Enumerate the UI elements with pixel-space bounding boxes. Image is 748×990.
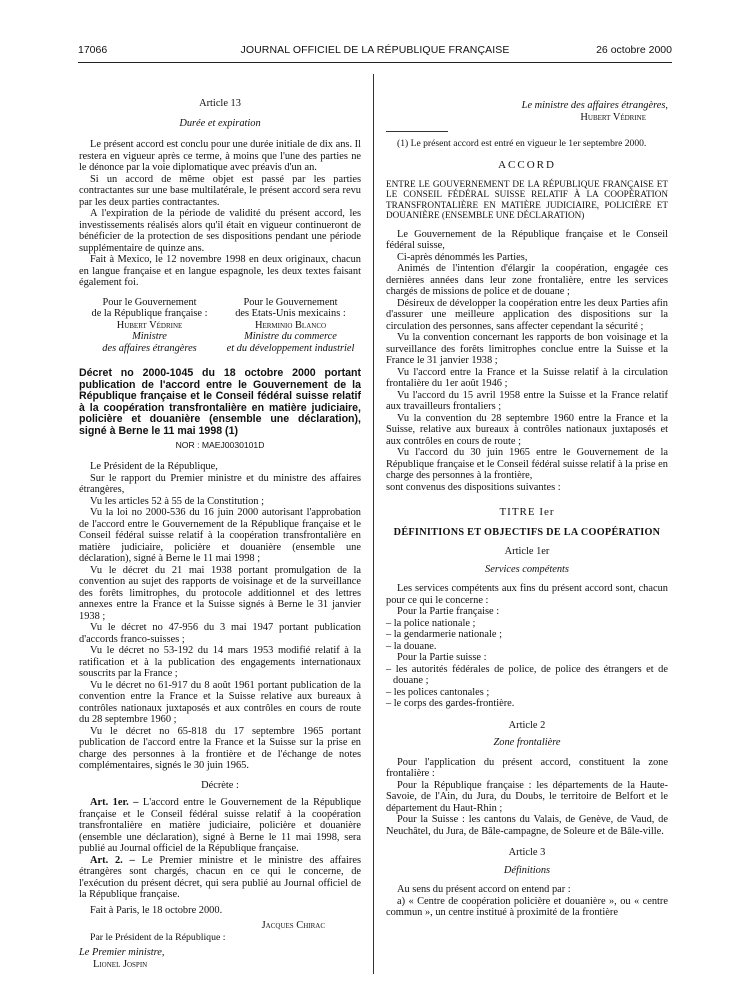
page-number: 17066	[78, 44, 108, 56]
signatory-name: Lionel Jospin	[93, 958, 148, 970]
paragraph: Les services compétents aux fins du présent accord sont, chacun pour ce qui le concerne :	[386, 583, 668, 606]
header-rule	[78, 62, 672, 63]
signatory-role: et du développement industriel	[226, 342, 355, 354]
french-services-list	[386, 618, 668, 653]
paragraph: Pour l'application du présent accord, constituent la zone frontalière :	[386, 756, 668, 780]
article-2-title: Article 2	[508, 719, 546, 731]
paragraph: A l'expiration de la période de validité du présent accord, les investissements réalisés alors qu'il était en vigueur continueront de bénéficier de la protection de ses dispositions pendant une période supplémentaire de quinze ans.	[79, 208, 361, 254]
signatory-role: Ministre du commerce	[244, 331, 337, 342]
signature-line: de la République française :	[91, 308, 208, 319]
paragraph: Vu le décret du 21 mai 1938 portant promulgation de la convention au sujet des rapports de voisinage et de la surveillance des forêts limitrophes, du protocole additionnel et des lettres annexes entre la France et la Suisse signés à Berne le 31 janvier 1938 ;	[79, 564, 361, 622]
signatory-role: des affaires étrangères	[102, 342, 197, 354]
paragraph: Vu le décret no 61-917 du 8 août 1961 portant publication de la convention entre la France et la Suisse relative aux bureaux à contrôles nationaux juxtaposés et aux contrôles en cours de route du 28 septembre 1960 ;	[79, 679, 361, 726]
titre-subtitle: DÉFINITIONS ET OBJECTIFS DE LA COOPÉRATION	[393, 526, 661, 538]
article-label: Art. 2. –	[90, 854, 135, 866]
paragraph: Le présent accord est conclu pour une durée initiale de dix ans. Il restera en vigueur après ce terme, à moins que l'une des parties ne le dénonce par la voie diplomatique avec préavis d'un an.	[79, 139, 361, 173]
list-item: – la douane.	[386, 640, 437, 652]
journal-title: JOURNAL OFFICIEL DE LA RÉPUBLIQUE FRANÇAISE	[240, 44, 510, 56]
list-item: – la gendarmerie nationale ;	[386, 629, 502, 641]
paragraph: Vu les articles 52 à 55 de la Constitution ;	[90, 495, 264, 507]
column-divider	[373, 74, 374, 974]
paragraph: Vu le décret no 65-818 du 17 septembre 1965 portant publication de l'accord entre la France et la Suisse sur la prise en charge des personnes à la frontière et de l'échange de notes complémentaires, signés le 30 juin 1965.	[79, 725, 361, 772]
paragraph: Vu la convention du 28 septembre 1960 entre la France et la Suisse, relative aux bureaux à contrôles nationaux juxtaposés et aux contrôles en cours de route ;	[386, 412, 668, 447]
signature-line: Pour le Gouvernement	[243, 296, 338, 308]
signatory-name: Jacques Chirac	[261, 920, 325, 932]
paragraph: Pour la Suisse : les cantons du Valais, de Genève, de Vaud, de Neuchâtel, du Jura, de Bâle-campagne, de Soleure et de Bâle-ville.	[386, 814, 668, 837]
signatory-name: Hubert Védrine	[116, 319, 183, 331]
article-label: Art. 1er. –	[90, 797, 139, 809]
paragraph: Vu l'accord du 15 avril 1958 entre la Suisse et la France relatif aux travailleurs frontaliers ;	[386, 389, 668, 413]
issue-date: 26 octobre 2000	[596, 44, 672, 56]
paragraph: Fait à Mexico, le 12 novembre 1998 en deux originaux, chacun en langue française et en langue espagnole, les deux textes faisant également foi.	[79, 254, 361, 288]
article-3-title: Article 3	[508, 847, 546, 859]
page-header	[78, 44, 672, 60]
paragraph: Sur le rapport du Premier ministre et du ministre des affaires étrangères,	[79, 472, 361, 496]
article-text: L'accord entre le Gouvernement de la République française et le Conseil fédéral suisse relatif à la coopération transfrontalière en matière judiciaire, policière et douanière (ensemble une déclaration), signé à Berne le 11 mai 1998, sera publié au Journal officiel de la République française.	[79, 797, 361, 855]
signatory-role: Ministre	[132, 331, 167, 342]
decree-title: Décret no 2000-1045 du 18 octobre 2000 portant publication de l'accord entre le Gouvernement de la République française et le Conseil fédéral suisse relatif à la coopération transfrontalière en matière judiciaire, policière et douanière (ensemble une déclaration), signé à Berne le 11 mai 1998 (1)	[79, 367, 361, 437]
paragraph: Le Président de la République,	[90, 461, 218, 473]
paragraph: Pour la République française : les départements de la Haute-Savoie, de l'Ain, du Jura, du Doubs, le territoire de Belfort et le département du Haut-Rhin ;	[386, 779, 668, 814]
footnote: (1) Le présent accord est entré en vigueur le 1er septembre 2000.	[397, 138, 647, 149]
swiss-services-list	[386, 664, 668, 710]
signatory-name: Hubert Védrine	[580, 111, 646, 123]
paragraph: sont convenus des dispositions suivantes :	[386, 481, 561, 493]
paragraph: a) « Centre de coopération policière et douanière », ou « centre commun », un centre institué à proximité de la frontière	[386, 895, 668, 919]
nor-reference: NOR : MAEJ0030101D	[175, 439, 265, 450]
list-item: – les autorités fédérales de police, de police des étrangers et de douane ;	[386, 663, 668, 687]
article-13-subtitle: Durée et expiration	[179, 117, 261, 129]
signature-mexico	[220, 297, 361, 355]
article-1-subtitle: Services compétents	[485, 563, 569, 575]
article-1-title: Article 1er	[504, 546, 550, 558]
signatory-name: Herminio Blanco	[254, 319, 327, 331]
article-text: Le Premier ministre et le ministre des affaires étrangères sont chargés, chacun en ce qui le concerne, de l'exécution du présent décret, qui sera publié au Journal officiel de la République française.	[79, 854, 361, 901]
paragraph: Vu la loi no 2000-536 du 16 juin 2000 autorisant l'approbation de l'accord entre le Gouvernement de la République française et le Conseil fédéral suisse relatif à la coopération transfrontalière en matière judiciaire, policière et douanière (ensemble une déclaration), signé à Berne le 11 mai 1998 ;	[79, 507, 361, 565]
paragraph: Vu la convention concernant les rapports de bon voisinage et la surveillance des forêts limitrophes conclue entre la Suisse et la France le 31 janvier 1938 ;	[386, 332, 668, 367]
decrete-label: Décrète :	[201, 779, 239, 791]
accord-heading: ACCORD	[498, 158, 556, 171]
signature-block	[79, 297, 361, 355]
paragraph: Le Gouvernement de la République française et le Conseil fédéral suisse,	[386, 228, 668, 252]
list-item: – la police nationale ;	[386, 617, 476, 629]
article-3-subtitle: Définitions	[503, 864, 551, 876]
accord-caps-title: ENTRE LE GOUVERNEMENT DE LA RÉPUBLIQUE FRANÇAISE ET LE CONSEIL FÉDÉRAL SUISSE RELATIF À LA COOPÉRATION TRANSFRONTALIÈRE EN MATIÈRE JUDICIAIRE, POLICIÈRE ET DOUANIÈRE (ENSEMBLE UNE DÉCLARATION)	[386, 179, 668, 221]
list-item: – les polices cantonales ;	[386, 686, 490, 698]
paragraph: Vu le décret no 47-956 du 3 mai 1947 portant publication d'accords franco-suisses ;	[79, 622, 361, 645]
signatory-role: Le Premier ministre,	[79, 947, 165, 959]
paragraph: Fait à Paris, le 18 octobre 2000.	[90, 904, 223, 916]
signature-line: Pour le Gouvernement	[102, 296, 197, 308]
article-2-paragraph	[79, 855, 361, 901]
signature-line: des Etats-Unis mexicains :	[235, 308, 346, 319]
right-column	[386, 100, 668, 919]
footnote-rule	[386, 131, 448, 132]
article-13-title: Article 13	[199, 98, 241, 109]
signatory-role: Le ministre des affaires étrangères,	[521, 100, 668, 111]
list-item: – le corps des gardes-frontière.	[386, 698, 515, 710]
paragraph: Par le Président de la République :	[90, 931, 226, 943]
paragraph: Ci-après dénommés les Parties,	[397, 251, 528, 263]
paragraph: Désireux de développer la coopération entre les deux Parties afin d'assurer une meilleure application des dispositions sur la circulation des personnes, sans affecter cependant la sécurité ;	[386, 297, 668, 332]
paragraph: Animés de l'intention d'élargir la coopération, engagée ces dernières années dans leur zone frontalière, entre les services chargés de missions de police et de douane ;	[386, 263, 668, 298]
paragraph: Vu le décret no 53-192 du 14 mars 1953 modifié relatif à la ratification et à la publication des engagements internationaux souscrits par la France ;	[79, 645, 361, 680]
left-column	[79, 98, 361, 970]
paragraph: Vu l'accord du 30 juin 1965 entre le Gouvernement de la République française et le Conseil fédéral suisse relatif à la prise en charge des personnes à la frontière,	[386, 447, 668, 482]
article-1-paragraph	[79, 797, 361, 855]
titre-heading: TITRE Ier	[499, 506, 555, 519]
list-heading: Pour la Partie suisse :	[397, 652, 487, 664]
signature-france	[79, 297, 220, 355]
paragraph: Au sens du présent accord on entend par :	[397, 884, 571, 896]
paragraph: Vu l'accord entre la France et la Suisse relatif à la circulation frontalière du 1er août 1946 ;	[386, 366, 668, 390]
article-2-subtitle: Zone frontalière	[493, 737, 561, 749]
list-heading: Pour la Partie française :	[397, 606, 500, 618]
paragraph: Si un accord de même objet est passé par les parties contractantes sur une base multilatérale, le présent accord sera revu par les deux parties contractantes.	[79, 173, 361, 208]
